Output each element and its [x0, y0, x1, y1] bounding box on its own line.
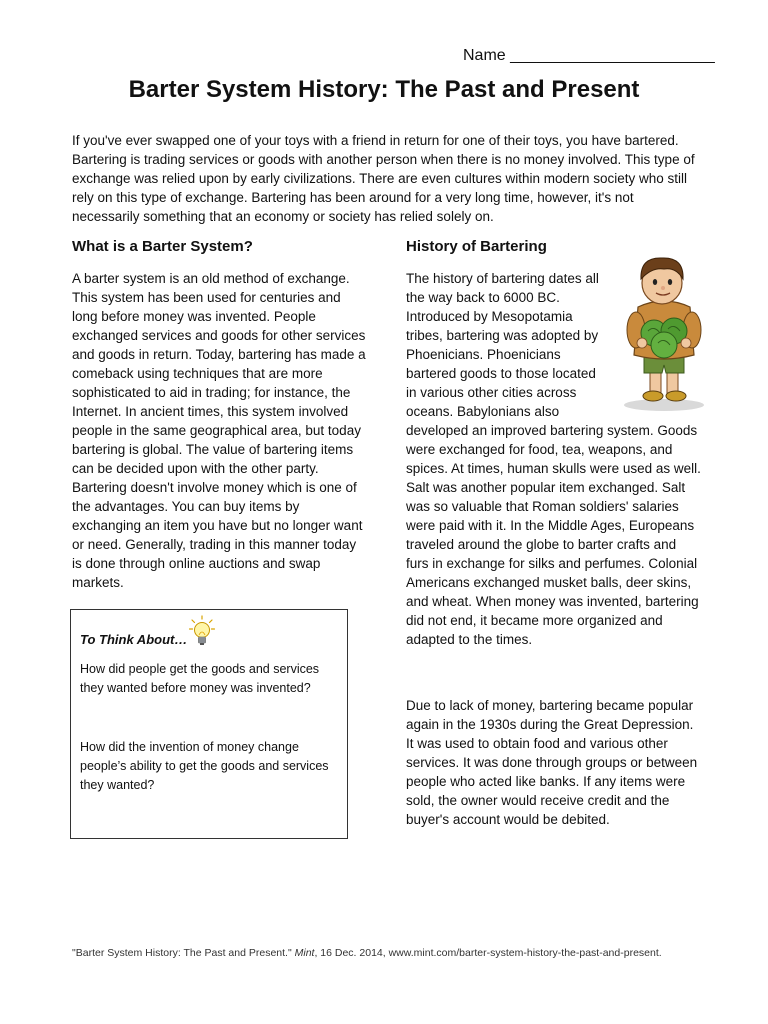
citation-suffix: , 16 Dec. 2014, www.mint.com/barter-system-history-the-past-and-present. [314, 947, 662, 959]
right-column-heading: History of Bartering [406, 238, 547, 255]
boy-illustration [614, 245, 714, 415]
history-paragraph-1 [406, 269, 702, 649]
intro-paragraph: If you've ever swapped one of your toys with a friend in return for one of their toys, you have bartered. Bartering is trading services or goods with another person when there is no money involved. This type of exchange was relied upon by early civilizations. There are even cultures within modern society who still rely on this type of exchange. Bartering has been around for a very long time, however, it's not necessarily something that an economy or society has relied solely on. [72, 133, 695, 224]
think-about-box [70, 609, 348, 839]
citation-prefix: "Barter System History: The Past and Present." [72, 947, 295, 959]
citation-footer [72, 946, 692, 961]
history-paragraph-1-text: The history of bartering dates all the way back to 6000 BC. Introduced by Mesopotamia tribes, bartering was adopted by Phoenicians. Phoenicians bartered goods to those located in various other cities across oceans. Babylonians also developed an improved bartering system. Goods were exchanged for food, tea, weapons, and spices. At times, human skulls were used as well. Salt was another popular item exchanged. Salt was so valuable that Roman soldiers' salaries were paid with it. In the Middle Ages, Europeans traveled around the globe to barter crafts and furs in exchange for silks and perfumes. Colonial Americans exchanged musket balls, deer skins, and wheat. When money was invented, bartering did not end, it became more organized and adapted to the times. [406, 271, 701, 647]
name-field-label: Name _______________________ [463, 47, 715, 64]
think-about-title: To Think About… [80, 632, 188, 647]
history-paragraph-2: Due to lack of money, bartering became popular again in the 1930s during the Great Depression. It was used to obtain food and various other services. It was done through groups or between people who acted like banks. If any items were sold, the owner would receive credit and the buyer's account would be debited. [406, 698, 698, 827]
think-question-2: How did the invention of money change people’s ability to get the goods and services they wanted? [80, 740, 329, 792]
page-title: Barter System History: The Past and Present [128, 76, 640, 103]
lightbulb-icon [189, 615, 215, 649]
left-column-paragraph: A barter system is an old method of exchange. This system has been used for centuries and long before money was invented. People exchanged services and goods for other services and goods in return. Today, bartering has made a comeback using techniques that are more sophisticated to aid in trading; for instance, the Internet. In ancient times, this system involved people in the same geographical area, but today bartering is global. The value of bartering items can be decided upon with the other party. Bartering doesn't involve money which is one of the advantages. You can buy items by exchanging an item you have but no longer want or need. Generally, trading in this manner today is done through online auctions and swap markets. [72, 271, 366, 590]
left-column-heading: What is a Barter System? [72, 238, 253, 255]
think-question-1: How did people get the goods and services they wanted before money was invented? [80, 662, 320, 695]
citation-source: Mint [294, 947, 315, 959]
